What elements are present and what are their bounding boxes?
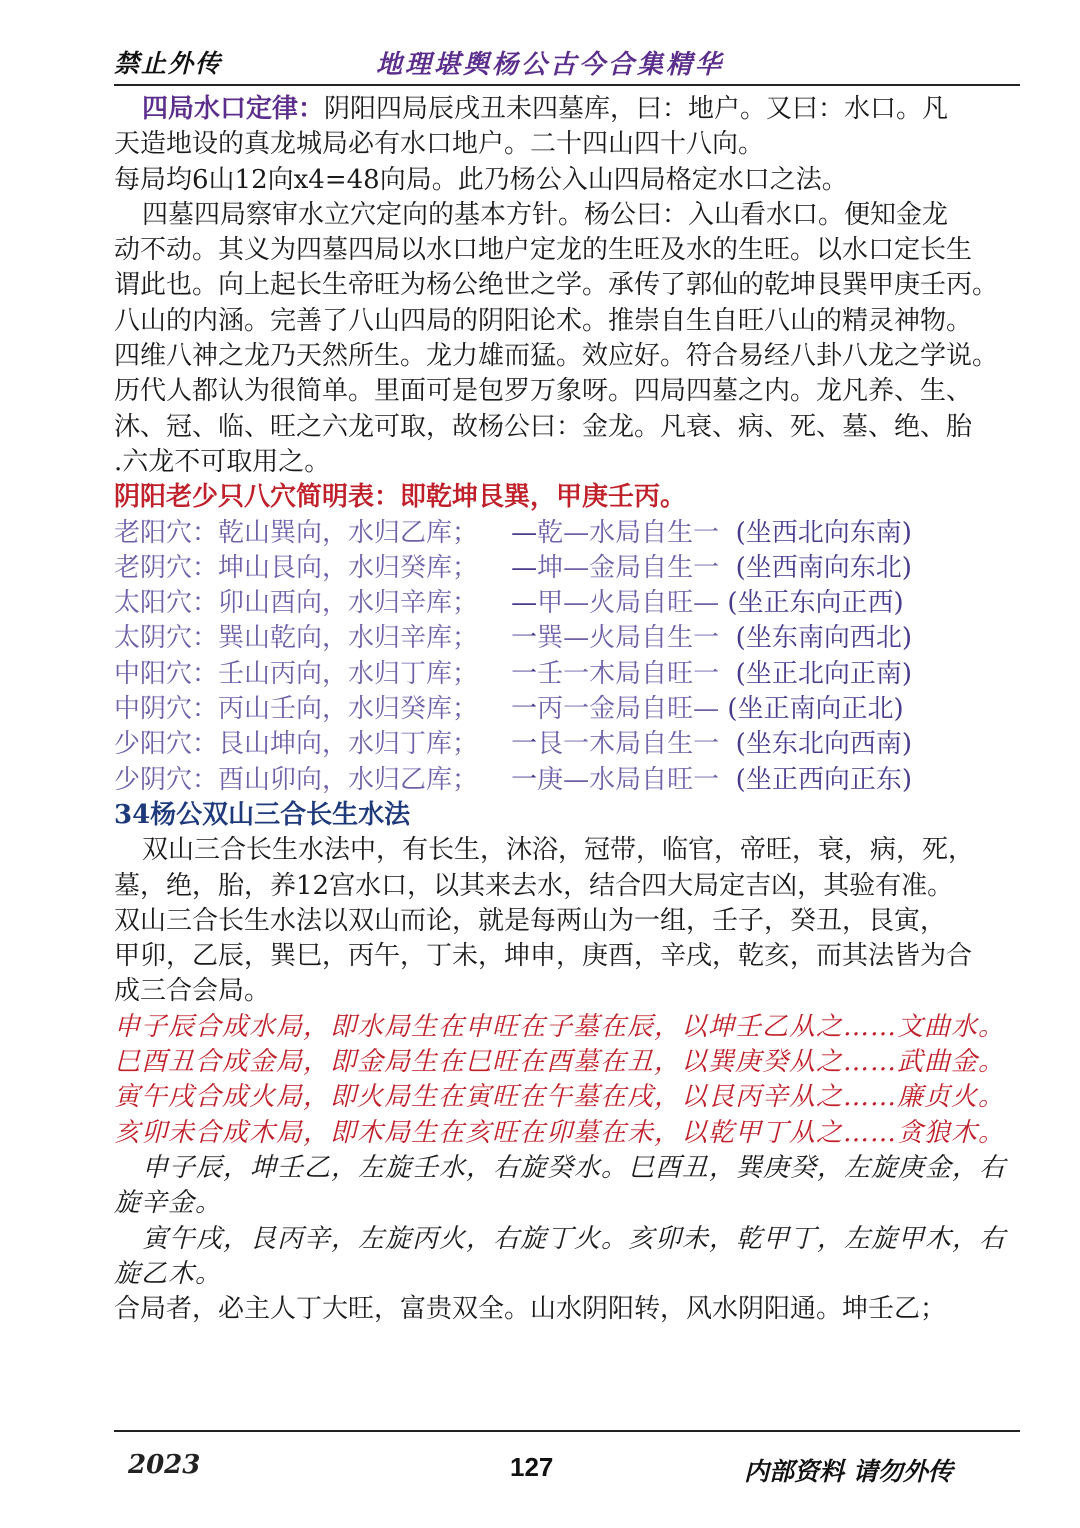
table-row: 少阴穴：酉山卯向，水归乙库； 一庚—水局自旺一 (坐正西向正东) [114,764,912,795]
table-row: 老阴穴：坤山艮向，水归癸库； —坤—金局自生一 (坐西南向东北) [114,552,912,583]
paragraph-line: 历代人都认为很简单。里面可是包罗万象呀。四局四墓之内。龙凡养、生、 [114,376,973,407]
paragraph-line: 动不动。其义为四墓四局以水口地户定龙的生旺及水的生旺。以水口定长生 [114,235,973,266]
paragraph-line: 四局水口定律：阴阳四局辰戌丑未四墓库，曰：地户。又曰：水口。凡 [142,94,949,124]
paragraph-line: 申子辰，坤壬乙，左旋壬水，右旋癸水。巳酉丑，巽庚癸，左旋庚金，右 [142,1152,1007,1183]
paragraph-line: 天造地设的真龙城局必有水口地户。二十四山四十八向。 [114,129,765,160]
red-rule-line: 巳酉丑合成金局，即金局生在巳旺在酉墓在丑，以巽庚癸从之……武曲金。 [114,1047,1006,1078]
section-heading: 四局水口定律： [142,94,325,124]
table-heading: 阴阳老少只八穴简明表：即乾坤艮巽，甲庚壬丙。 [114,482,687,513]
header-title: 地理堪舆杨公古今合集精华 [376,50,725,80]
paragraph-line: 沐、冠、临、旺之六龙可取，故杨公曰：金龙。凡衰、病、死、墓、绝、胎 [114,411,973,442]
footer-year: 2023 [128,1450,201,1480]
paragraph-line: 八山的内涵。完善了八山四局的阴阳论术。推崇自生自旺八山的精灵神物。 [114,305,973,336]
red-rule-line: 申子辰合成水局，即水局生在申旺在子墓在辰，以坤壬乙从之……文曲水。 [114,1011,1006,1042]
section-heading: 34杨公双山三合长生水法 [114,799,411,830]
paragraph-line: 四墓四局察审水立穴定向的基本方针。杨公曰：入山看水口。便知金龙 [142,199,949,230]
paragraph-line: 双山三合长生水法中，有长生，沐浴，冠带，临官，帝旺，衰，病，死， [142,835,975,866]
table-row: 中阴穴：丙山壬向，水归癸库； 一丙一金局自旺— (坐正南向正北) [114,694,904,725]
paragraph-line: 双山三合长生水法以双山而论，就是每两山为一组，壬子，癸丑，艮寅， [114,905,947,936]
table-row: 少阳穴：艮山坤向，水归丁库； 一艮一木局自生一 (坐东北向西南) [114,729,912,760]
page-header [114,40,1020,86]
table-row: 老阳穴：乾山巽向，水归乙库； —乾—水局自生一 (坐西北向东南) [114,517,912,548]
footer-divider [114,1430,1020,1432]
paragraph-line: .六龙不可取用之。 [114,446,331,477]
page-body [114,92,1034,1327]
table-row: 太阴穴：巽山乾向，水归辛库； 一巽—火局自生一 (坐东南向西北) [114,623,912,654]
table-row: 太阳穴：卯山酉向，水归辛库； —甲—火局自旺— (坐正东向正西) [114,588,904,619]
paragraph-line: 成三合会局。 [114,976,271,1007]
paragraph-line: 合局者，必主人丁大旺，富贵双全。山水阴阳转，风水阴阳通。坤壬乙； [114,1294,947,1325]
table-row: 中阳穴：壬山丙向，水归丁库； 一壬一木局自旺一 (坐正北向正南) [114,658,912,689]
paragraph-line: 旋辛金。 [114,1188,223,1219]
footer-notice: 内部资料 请勿外传 [744,1457,953,1486]
paragraph-line: 旋乙木。 [114,1258,223,1289]
red-rule-line: 亥卯未合成木局，即木局生在亥旺在卯墓在未，以乾甲丁从之……贪狼木。 [114,1117,1006,1148]
red-rule-line: 寅午戌合成火局，即火局生在寅旺在午墓在戌，以艮丙辛从之……廉贞火。 [114,1082,1006,1113]
header-warning: 禁止外传 [114,49,223,78]
paragraph-line: 甲卯，乙辰，巽巳，丙午，丁未，坤申，庚酉，辛戌，乾亥，而其法皆为合 [114,941,973,972]
paragraph-line: 每局均6山12向x4=48向局。此乃杨公入山四局格定水口之法。 [114,164,848,195]
paragraph-line: 谓此也。向上起长生帝旺为杨公绝世之学。承传了郭仙的乾坤艮巽甲庚壬丙。 [114,270,999,301]
page-number: 127 [510,1452,554,1482]
paragraph-line: 四维八神之龙乃天然所生。龙力雄而猛。效应好。符合易经八卦八龙之学说。 [114,341,999,372]
paragraph-line: 寅午戌，艮丙辛，左旋丙火，右旋丁火。亥卯未，乾甲丁，左旋甲木，右 [142,1223,1007,1254]
paragraph-line: 墓，绝，胎，养12宫水口，以其来去水，结合四大局定吉凶，其验有准。 [114,870,954,901]
